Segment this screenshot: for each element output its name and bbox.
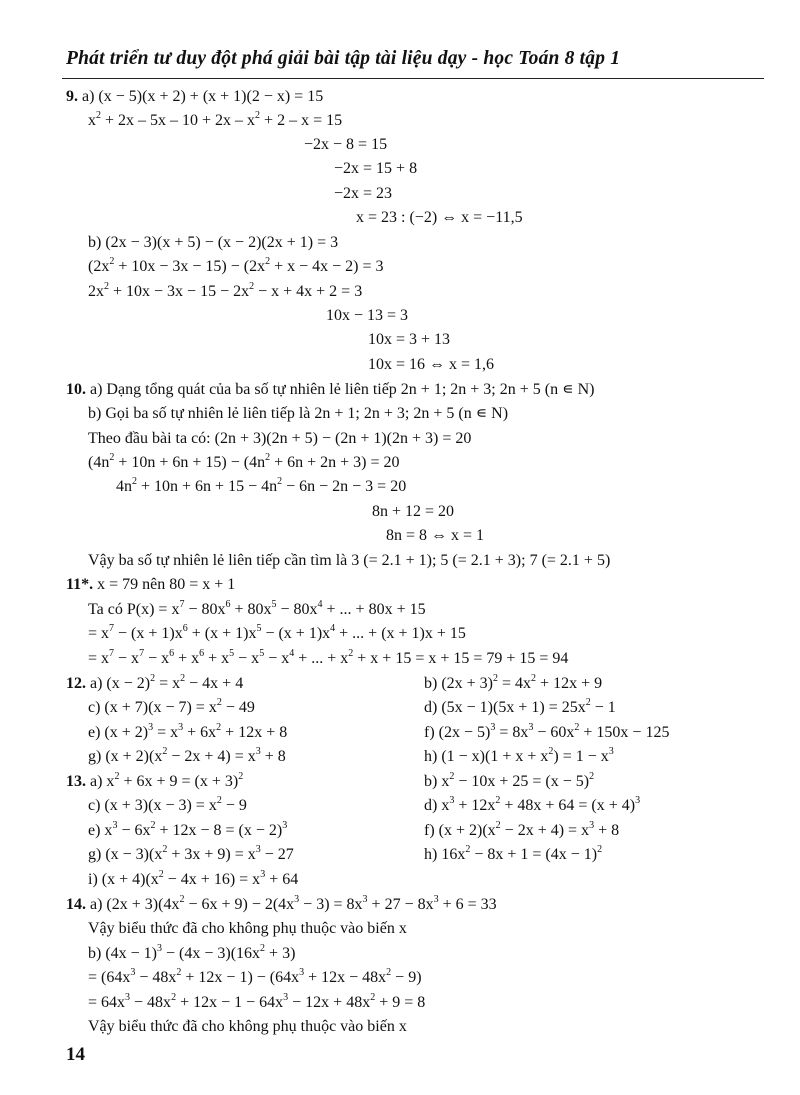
line-text: −2x = 23 <box>334 185 393 202</box>
line-text: g) $(x + 2)(x^2 - 2x + 4) = x^3 + 8$ <box>88 745 286 765</box>
line-text: b) $(2x + 3)^2 = 4x^2 + 12x + 9$ <box>424 672 603 692</box>
line-text: g) $(x - 3)(x^2 + 3x + 9) = x^3 - 27$ <box>88 843 294 863</box>
line-text: 10x = 3 + 13 <box>368 331 451 348</box>
line-text: 10x − 13 = 3 <box>326 307 409 324</box>
solution-line-p12b <box>424 674 602 694</box>
exercise-number: 9. <box>66 88 78 105</box>
line-text: $4n^2 + 10n + 6n + 15 - 4n^2 - 6n - 2n - 3 = 20$ <box>116 475 407 495</box>
line-text: h) $16x^2 - 8x + 1 = (4x - 1)^2$ <box>424 843 603 863</box>
solution-line-p9a <box>66 87 323 107</box>
line-text: c) $(x + 3)(x - 3) = x^2 - 9$ <box>88 794 247 814</box>
exercise-number: 11*. <box>66 576 94 593</box>
solution-line-p12f <box>424 723 669 743</box>
solution-line-p13e <box>88 821 287 841</box>
line-text: Vậy biểu thức đã cho không phụ thuộc vào biến x <box>88 920 407 937</box>
solution-line-p13f <box>424 821 619 841</box>
line-text: b) Gọi ba số tự nhiên lẻ liên tiếp là 2n + 1; 2n + 3; 2n + 5 (n ∊ N) <box>88 405 509 422</box>
solution-line-p9b <box>88 233 338 253</box>
solution-line-p14a <box>66 895 497 915</box>
line-text: a) (x − 5)(x + 2) + (x + 1)(2 − x) = 15 <box>78 88 324 105</box>
line-text: x = 79 nên 80 = x + 1 <box>93 576 236 593</box>
solution-line-p12g <box>88 747 286 767</box>
exercise-number: 12. <box>66 675 86 692</box>
line-text: a) Dạng tổng quát của ba số tự nhiên lẻ liên tiếp 2n + 1; 2n + 3; 2n + 5 (n ∊ N) <box>86 381 595 398</box>
solution-line-p14b2 <box>88 993 425 1013</box>
line-text: = $(64x^3 - 48x^2 + 12x - 1) - (64x^3 + 12x - 48x^2 - 9)$ <box>88 966 422 986</box>
solution-line-p13d <box>424 796 640 816</box>
line-text: 8n = 8 ⇔ x = 1 <box>386 527 485 544</box>
solution-line-p9b3 <box>326 306 408 326</box>
solution-line-p9b1 <box>88 257 384 277</box>
line-text: −2x − 8 = 15 <box>304 136 388 153</box>
solution-line-p10b <box>88 404 508 424</box>
line-text: a) $(2x + 3)(4x^2 - 6x + 9) - 2(4x^3 - 3) = 8x^3 + 27 - 8x^3 + 6 = 33$ <box>86 893 497 913</box>
exercise-number: 14. <box>66 896 86 913</box>
solution-line-p10b3 <box>116 477 406 497</box>
line-text: x = 23 : (−2) ⇔ x = −11,5 <box>356 209 523 226</box>
line-text: d) $(5x - 1)(5x + 1) = 25x^2 - 1$ <box>424 696 616 716</box>
solution-line-p9a2 <box>304 135 387 155</box>
line-text: = $x^7 - x^7 - x^6 + x^6 + x^5 - x^5 - x^4$ + ... + $x^2 + x + 15 = x + 15 = 79 + 15 = 94$ <box>88 647 569 667</box>
line-text: $(4n^2 + 10n + 6n + 15) - (4n^2 + 6n + 2n + 3) = 20$ <box>88 451 400 471</box>
line-text: a) $x^2 + 6x + 9 = (x + 3)^2$ <box>86 770 244 790</box>
solution-line-p10b1 <box>88 429 471 449</box>
line-text: f) $(2x - 5)^3 = 8x^3 - 60x^2 + 150x - 125$ <box>424 721 670 741</box>
page-number: 14 <box>66 1044 85 1065</box>
solution-line-p13i <box>88 870 298 890</box>
solution-line-p11a <box>88 600 426 620</box>
line-text: e) $(x + 2)^3 = x^3 + 6x^2 + 12x + 8$ <box>88 721 288 741</box>
line-text: a) $(x - 2)^2 = x^2 - 4x + 4$ <box>86 672 244 692</box>
solution-line-p10a <box>66 380 594 400</box>
line-text: d) $x^3 + 12x^2 + 48x + 64 = (x + 4)^3$ <box>424 794 641 814</box>
solution-line-p11 <box>66 575 235 595</box>
solution-line-p9b4 <box>368 330 450 350</box>
solution-line-p10b6 <box>88 551 610 571</box>
solution-line-p10b4 <box>372 502 454 522</box>
line-text: i) $(x + 4)(x^2 - 4x + 16) = x^3 + 64$ <box>88 868 299 888</box>
line-text: b) $x^2 - 10x + 25 = (x - 5)^2$ <box>424 770 595 790</box>
solution-line-p13c <box>88 796 247 816</box>
solution-line-p9a4 <box>334 184 392 204</box>
line-text: e) $x^3 - 6x^2 + 12x - 8 = (x - 2)^3$ <box>88 819 288 839</box>
line-text: $(2x^2 + 10x - 3x - 15) - (2x^2 + x - 4x - 2) = 3$ <box>88 255 384 275</box>
solution-line-p9a1 <box>88 111 342 131</box>
solution-line-p9b5 <box>368 355 494 375</box>
solution-line-p12h <box>424 747 614 767</box>
solution-line-p14b1 <box>88 968 422 988</box>
solution-line-p12c <box>88 698 255 718</box>
line-text: h) $(1 - x)(1 + x + x^2) = 1 - x^3$ <box>424 745 614 765</box>
line-text: = $64x^3 - 48x^2 + 12x - 1 - 64x^3 - 12x + 48x^2 + 9 = 8$ <box>88 991 426 1011</box>
header-rule <box>62 78 764 79</box>
line-text: Vậy biểu thức đã cho không phụ thuộc vào biến x <box>88 1018 407 1035</box>
solution-line-p13b <box>424 772 594 792</box>
line-text: $x^2 + 2x - 5x - 10 + 2x - x^2 + 2 - x = 15$ <box>88 109 343 129</box>
solution-line-p13h <box>424 845 602 865</box>
line-text: −2x = 15 + 8 <box>334 160 418 177</box>
line-text: Vậy ba số tự nhiên lẻ liên tiếp cần tìm là 3 (= 2.1 + 1); 5 (= 2.1 + 3); 7 (= 2.1 + 5) <box>88 552 611 569</box>
solution-line-p10b5 <box>386 526 484 546</box>
page-header-title: Phát triển tư duy đột phá giải bài tập tài liệu dạy - học Toán 8 tập 1 <box>66 48 621 69</box>
solution-line-p11c <box>88 649 568 669</box>
solution-line-p14b <box>88 944 295 964</box>
solution-line-p12d <box>424 698 616 718</box>
line-text: b) $(4x - 1)^3 - (4x - 3)(16x^2 + 3)$ <box>88 942 296 962</box>
line-text: = $x^7 - (x + 1)x^6 + (x + 1)x^5 - (x + 1)x^4$ + ... + (x + 1)x + 15 <box>88 622 466 642</box>
solution-line-p12a <box>66 674 243 694</box>
solution-line-p14b3 <box>88 1017 407 1037</box>
line-text: Theo đầu bài ta có: (2n + 3)(2n + 5) − (2n + 1)(2n + 3) = 20 <box>88 430 472 447</box>
solution-line-p10b2 <box>88 453 400 473</box>
line-text: c) $(x + 7)(x - 7) = x^2 - 49$ <box>88 696 255 716</box>
line-text: $2x^2 + 10x - 3x - 15 - 2x^2 - x + 4x + 2 = 3$ <box>88 280 363 300</box>
solution-line-p9a5 <box>356 208 523 228</box>
solution-line-p11b <box>88 624 466 644</box>
line-text: 8n + 12 = 20 <box>372 503 455 520</box>
line-text: 10x = 16 ⇔ x = 1,6 <box>368 356 495 373</box>
solution-line-p12e <box>88 723 287 743</box>
line-text: Ta có $P(x) = x^7 - 80x^6 + 80x^5 - 80x^4$ + ... + 80x + 15 <box>88 598 426 618</box>
solution-line-p9a3 <box>334 159 417 179</box>
exercise-number: 13. <box>66 773 86 790</box>
solution-line-p14a1 <box>88 919 407 939</box>
exercise-number: 10. <box>66 381 86 398</box>
line-text: f) $(x + 2)(x^2 - 2x + 4) = x^3 + 8$ <box>424 819 620 839</box>
solution-line-p9b2 <box>88 282 362 302</box>
solution-line-p13g <box>88 845 294 865</box>
solution-line-p13a <box>66 772 243 792</box>
line-text: b) (2x − 3)(x + 5) − (x − 2)(2x + 1) = 3 <box>88 234 339 251</box>
